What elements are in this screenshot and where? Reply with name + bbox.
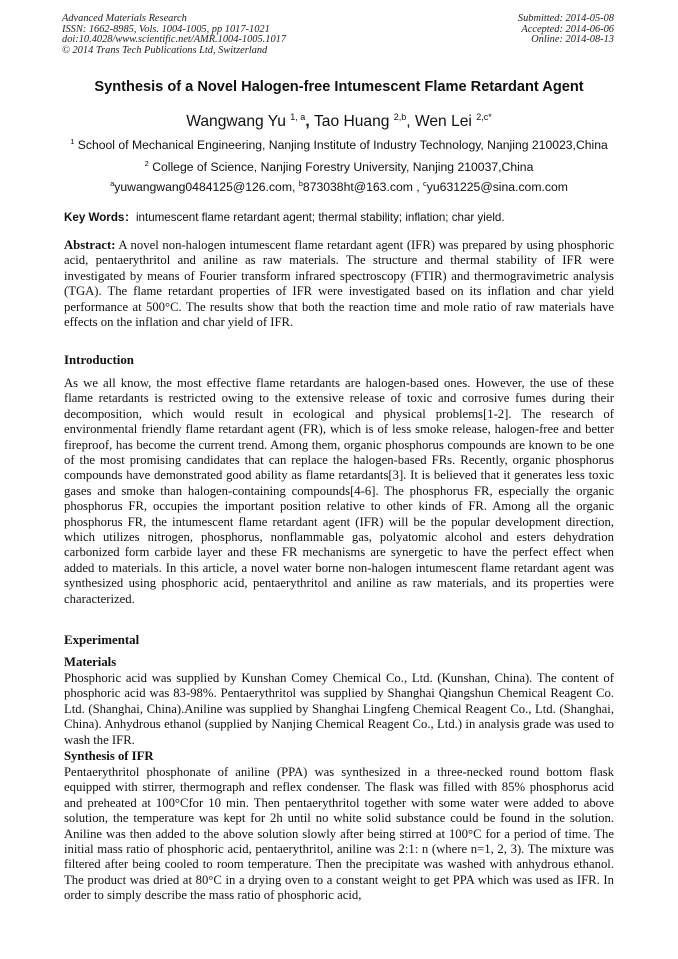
subsection-heading-materials: Materials [64, 655, 117, 669]
email-marker: a [110, 179, 115, 188]
affiliation-marker: 1 [70, 137, 75, 146]
synthesis-text: Pentaerythritol phosphonate of aniline (PPA) was synthesized in a three-necked round bottom flask equipped with stirrer, thermograph and reflex condenser. The flask was filled with 85% phosphorus acid and preheated at 100°Cfor 10 min. Then pentaerythritol together with some water were added to above solution, the temperature was kept for 2h until no white solid substance could be found in the solution. Aniline was then added to the above solution slowly after being stirred at 100°C for a period of time. The initial mass ratio of phosphoric acid, pentaerythritol, aniline was 2:1: n (where n=1, 2, 3). The mixture was filtered after being cooled to room temperature. Then the precipitate was washed with anhydrous ethanol. The product was dried at 80°C in a drying oven to a constant weight to get PPA which was used as IFR. In order to simply describe the mass ratio of phosphoric acid, [64, 765, 614, 903]
doi-line[interactable]: doi:10.4028/www.scientific.net/AMR.1004-1005.1017 [62, 34, 287, 46]
affiliation-text: College of Science, Nanjing Forestry University, Nanjing 210037,China [152, 160, 534, 175]
introduction-text: As we all know, the most effective flame retardants are halogen-based ones. However, the use of these flame retardants is restricted owing to the extensive release of toxic and corrosive fumes during their decomposition, which would result in ecological and physical problems[1-2]. The research of environmental friendly flame retardant agent (FR), which is of less smoke release, halogen-free and better fireproof, has become the current trend. Among them, organic phosphorus compounds are known to be one of the most promising candidates that can replace the halogen-based FRs. Recently, organic phosphorus compounds have demonstrated good ability as flame retardants[3]. It is believed that it generates less toxic gases and smoke than halogen-containing compounds[4-6]. The phosphorus FR, especially the organic phosphorus FR, occupies the important position relative to other kinds of FR. Among all the organic phosphorus FR, the intumescent flame retardant agent (IFR) will be the popular development direction, which utilizes nitrogen, phosphorus, nonflammable gas, polyatomic alcohol and esters dehydration carbonized form carbide layer and these FR mechanisms are synergetic to have the perfect effect when added to materials. In this article, a novel water borne non-halogen intumescent flame retardant agent was synthesized using phosphoric acid, pentaerythritol and aniline as raw materials, and its properties were characterized. [64, 376, 614, 606]
affiliation-2 [0, 159, 678, 174]
email-link[interactable]: yuwangwang0484125@126.com, [114, 180, 296, 195]
copyright-line: © 2014 Trans Tech Publications Ltd, Switzerland [62, 44, 268, 56]
issn-line: ISSN: 1662-8985, Vols. 1004-1005, pp 1017-1021 [62, 23, 270, 35]
author-superscript: 2,c* [476, 112, 492, 122]
journal-name: Advanced Materials Research [62, 13, 187, 24]
abstract-label: Abstract: [64, 238, 116, 252]
abstract [64, 238, 614, 330]
affiliation-1 [0, 137, 678, 152]
online-date: Online: 2014-08-13 [531, 34, 614, 46]
author-list: Wangwang Yu $^{1, a}$, Tao Huang $^{2,b}$, Wen Lei $^{2,c*}$ [186, 112, 492, 131]
email-link[interactable]: 873038ht@163.com , [302, 180, 420, 195]
author-name: Tao Huang [313, 113, 390, 131]
keywords-text: intumescent flame retardant agent; thermal stability; inflation; char yield. [135, 211, 505, 224]
paper-title: Synthesis of a Novel Halogen-free Intumescent Flame Retardant Agent [94, 79, 584, 95]
section-heading-introduction: Introduction [64, 353, 134, 367]
email-marker: c [423, 179, 427, 188]
author-name: Wen Lei [414, 113, 472, 131]
keywords-label: Key Words： [64, 211, 136, 224]
keywords [64, 209, 505, 225]
abstract-text: A novel non-halogen intumescent flame retardant agent (IFR) was prepared by using phosphoric acid, pentaerythritol and aniline as raw materials. The structure and thermal stability of IFR were investigated by means of Fourier transform infrared spectroscopy (FTIR) and thermogravimetric analysis (TGA). The flame retardant properties of IFR were investigated based on its inflation and char yield performance at 500°C. The results show that both the reaction time and mole ratio of raw materials have effects on the inflation and char yield of IFR. [64, 238, 614, 330]
dates-info [518, 14, 614, 46]
author-emails [0, 179, 678, 194]
section-heading-experimental: Experimental [64, 633, 140, 647]
author-superscript: 2,b [393, 112, 407, 122]
email-marker: b [298, 179, 303, 188]
author-superscript: 1, a [290, 112, 306, 122]
author-name: Wangwang Yu [186, 113, 286, 131]
subsection-heading-synthesis: Synthesis of IFR [64, 749, 154, 763]
affiliation-text: School of Mechanical Engineering, Nanjing Institute of Industry Technology, Nanjing 210023,China [77, 138, 608, 153]
submitted-date: Submitted: 2014-05-08 [517, 13, 614, 24]
journal-info [62, 14, 286, 56]
affiliation-marker: 2 [144, 159, 149, 168]
accepted-date: Accepted: 2014-06-06 [521, 23, 614, 35]
materials-text: Phosphoric acid was supplied by Kunshan Comey Chemical Co., Ltd. (Kunshan, China). The content of phosphoric acid was 83-98%. Pentaerythritol was supplied by Shanghai Qiangshun Chemical Reagent Co. Ltd. (Shanghai, China).Aniline was supplied by Shanghai Lingfeng Chemical Reagent Co., Ltd. (Shanghai, China). Anhydrous ethanol (supplied by Nanjing Chemical Reagent Co., Ltd.) in analysis grade was used to wash the IFR. [64, 671, 614, 747]
email-link[interactable]: yu631225@sina.com.com [426, 180, 568, 195]
